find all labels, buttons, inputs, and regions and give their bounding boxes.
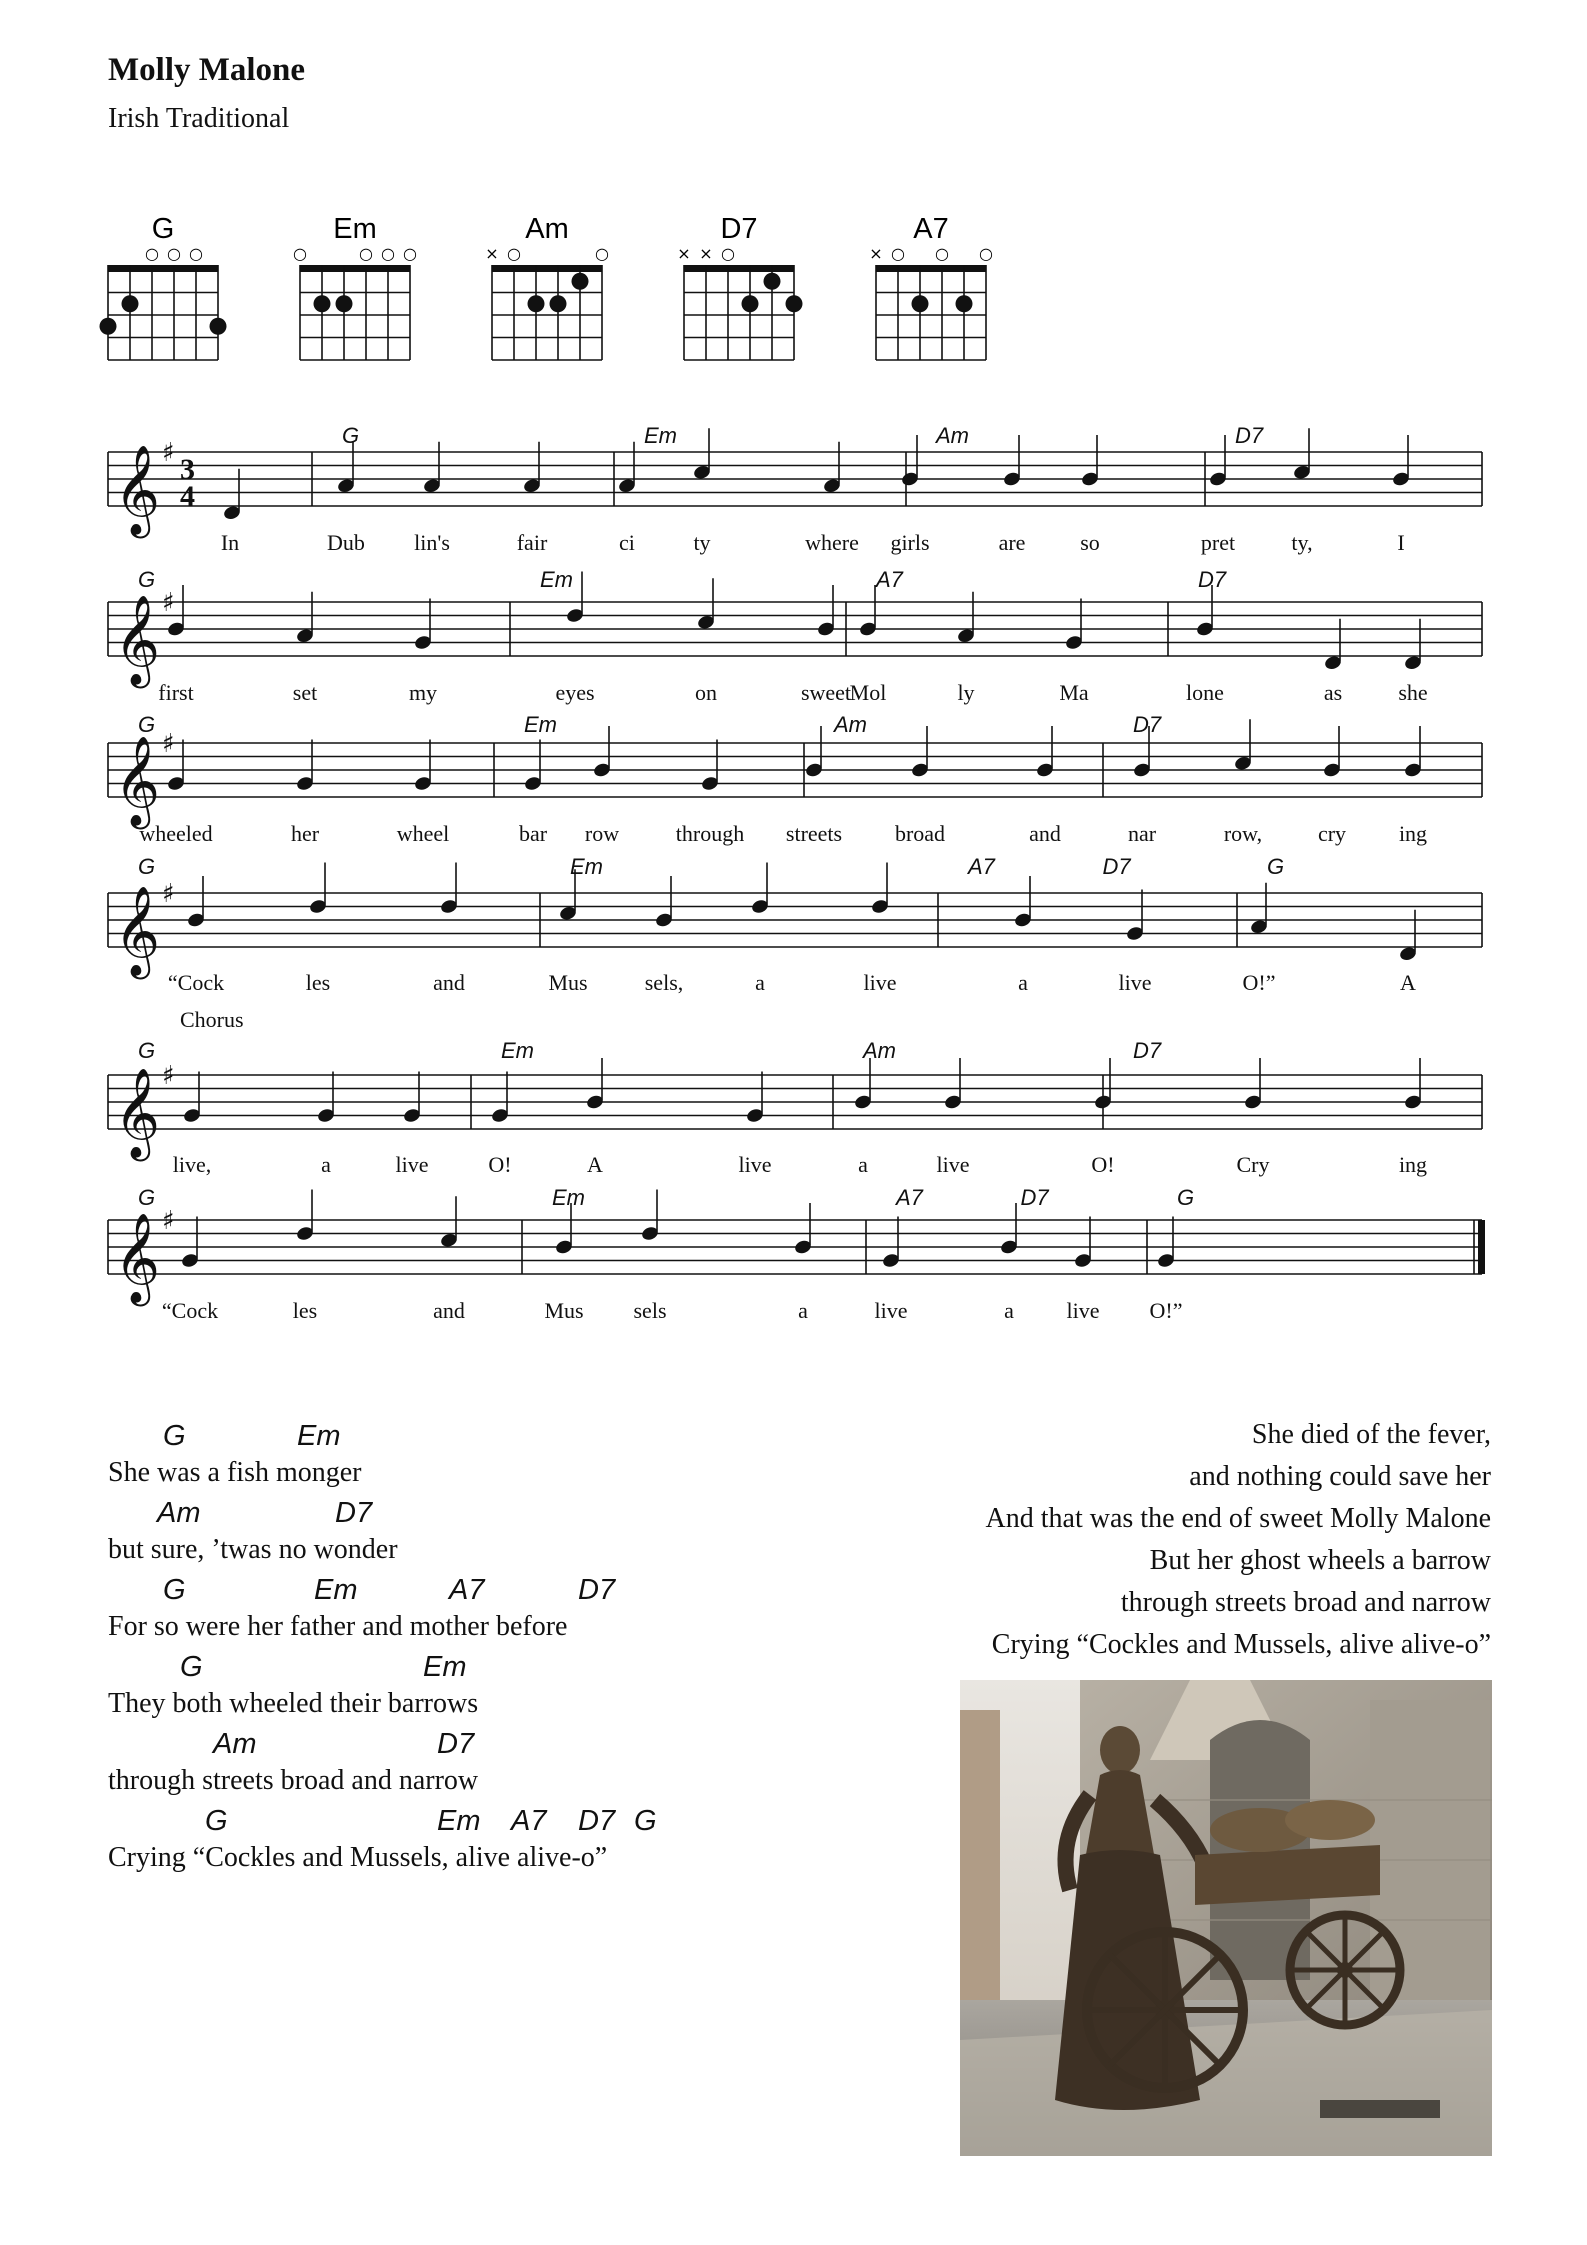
lyric-syllable: O! [488, 1152, 512, 1177]
lyric-syllable: A [587, 1152, 603, 1177]
lyric-syllable: and [1029, 821, 1061, 846]
lyric-syllable: I [1397, 530, 1405, 555]
open-string-marker: ○ [507, 244, 521, 263]
lyric-syllable: pret [1200, 530, 1236, 555]
chord-symbol-em: Em [552, 1185, 585, 1210]
lyric-syllable: ing [1398, 1152, 1428, 1177]
key-signature-sharp: ♯ [162, 438, 175, 468]
lyric-syllable: live [738, 1152, 772, 1177]
chord-symbol-em: Em [644, 423, 677, 448]
lyric-syllable: Mol [849, 680, 887, 705]
verse2-chord: G [163, 1574, 186, 1606]
lyric-syllable: live [874, 1298, 908, 1323]
verse2-chord: D7 [578, 1574, 616, 1606]
lyric-syllable: A [1400, 970, 1416, 995]
final-barline-thick [1478, 1220, 1485, 1274]
treble-clef: 𝄞 [114, 1213, 161, 1303]
lyric-syllable: set [292, 680, 318, 705]
lyric-syllable: O!” [1242, 970, 1276, 995]
lyric-syllable: through [675, 821, 745, 846]
lyric-syllable: where [805, 530, 859, 555]
lyric-syllable: eyes [555, 680, 595, 705]
treble-clef: 𝄞 [114, 445, 161, 535]
chord-symbol-am: Am [863, 1038, 896, 1063]
lyric-syllable: and [433, 970, 465, 995]
treble-clef: 𝄞 [114, 886, 161, 976]
lyric-syllable: Ma [1059, 680, 1089, 705]
lyric-syllable: and [433, 1298, 465, 1323]
verse3-line-1: She died of the fever, [1251, 1419, 1491, 1450]
chord-symbol-d7: D7 [1102, 854, 1131, 879]
verse2-chord: G [634, 1805, 657, 1837]
verse2-line-2: but sure, ’twas no wonder [108, 1534, 398, 1565]
lyric-syllable: streets [785, 821, 843, 846]
lyric-syllable: nar [1127, 821, 1157, 846]
lyric-syllable: Mus [548, 970, 588, 995]
chord-symbol-a7: A7 [896, 1185, 923, 1210]
open-string-marker: ○ [293, 244, 307, 263]
open-string-marker: ○ [935, 244, 949, 263]
lyric-syllable: on [695, 680, 717, 705]
open-string-marker: ○ [167, 244, 181, 263]
open-string-marker: ○ [403, 244, 417, 263]
verse2-line-6: Crying “Cockles and Mussels, alive alive-o” [108, 1842, 608, 1873]
verse2-chord: D7 [335, 1497, 373, 1529]
treble-clef: 𝄞 [114, 736, 161, 826]
verse2-chord: A7 [511, 1805, 547, 1837]
verse2-line-4: They both wheeled their barrows [108, 1688, 479, 1719]
verse2-line-1: She was a fish monger [108, 1457, 362, 1488]
lyric-syllable: a [321, 1152, 331, 1177]
verse2-chord: Am [213, 1728, 257, 1760]
key-signature-sharp: ♯ [162, 1206, 175, 1236]
lyric-syllable: a [1018, 970, 1028, 995]
lyric-syllable: a [755, 970, 765, 995]
lyric-syllable: live [863, 970, 897, 995]
verse2-chord: Em [423, 1651, 467, 1683]
muted-string-marker: × [699, 244, 713, 263]
lyric-syllable: O! [1091, 1152, 1115, 1177]
lyric-syllable: Mus [544, 1298, 584, 1323]
verse2-chord: Em [437, 1805, 481, 1837]
chord-symbol-d7: D7 [1133, 712, 1162, 737]
verse2-line-5: through streets broad and narrow [108, 1765, 479, 1796]
lyric-syllable: In [220, 530, 240, 555]
chord-symbol-a7: A7 [968, 854, 995, 879]
lyric-syllable: “Cock [161, 1298, 219, 1323]
molly-malone-statue-photo [960, 1680, 1492, 2156]
lyric-syllable: sweet [800, 680, 852, 705]
treble-clef: 𝄞 [114, 595, 161, 685]
lyric-syllable: ci [619, 530, 635, 555]
lyric-syllable: girls [890, 530, 930, 555]
chord-symbol-em: Em [501, 1038, 534, 1063]
lyric-syllable: so [1080, 530, 1100, 555]
verse2-chord: Em [314, 1574, 358, 1606]
muted-string-marker: × [677, 244, 691, 263]
chord-symbol-em: Em [570, 854, 603, 879]
open-string-marker: ○ [359, 244, 373, 263]
chord-diagram-name: Em [333, 213, 377, 245]
lyric-syllable: a [858, 1152, 868, 1177]
song-title: Molly Malone [108, 52, 306, 88]
time-signature-top: 3 [180, 453, 195, 486]
chord-symbol-g: G [138, 1185, 156, 1210]
key-signature-sharp: ♯ [162, 879, 175, 909]
open-string-marker: ○ [381, 244, 395, 263]
verse3-line-3: And that was the end of sweet Molly Malone [985, 1503, 1491, 1534]
lyric-syllable: les [305, 970, 331, 995]
lyric-syllable: wheeled [139, 821, 213, 846]
chord-symbol-d7: D7 [1133, 1038, 1162, 1063]
chord-diagram-name: Am [525, 213, 569, 245]
lyric-syllable: live [936, 1152, 970, 1177]
chord-symbol-em: Em [524, 712, 557, 737]
lyric-syllable: row, [1223, 821, 1263, 846]
lyric-syllable: live [1118, 970, 1152, 995]
chord-diagram-name: G [151, 213, 175, 245]
verse2-chord: Am [157, 1497, 201, 1529]
chord-symbol-d7: D7 [1020, 1185, 1049, 1210]
muted-string-marker: × [485, 244, 499, 263]
chorus-label: Chorus [180, 1007, 244, 1032]
chord-diagram-name: A7 [913, 213, 949, 245]
chord-symbol-g: G [342, 423, 360, 448]
lyric-syllable: live [1066, 1298, 1100, 1323]
lyric-syllable: first [158, 680, 194, 705]
verse2-chord: G [163, 1420, 186, 1452]
open-string-marker: ○ [979, 244, 993, 263]
key-signature-sharp: ♯ [162, 588, 175, 618]
open-string-marker: ○ [891, 244, 905, 263]
verse2-chord: A7 [449, 1574, 485, 1606]
verse2-chord: D7 [437, 1728, 475, 1760]
lyric-syllable: fair [516, 530, 548, 555]
verse2-chord: D7 [578, 1805, 616, 1837]
chord-symbol-d7: D7 [1198, 567, 1227, 592]
verse2-chord: G [180, 1651, 203, 1683]
chord-symbol-g: G [138, 1038, 156, 1063]
lyric-syllable: she [1398, 680, 1428, 705]
open-string-marker: ○ [595, 244, 609, 263]
chord-diagram-name: D7 [720, 213, 758, 245]
chord-symbol-d7: D7 [1235, 423, 1264, 448]
lyric-syllable: les [292, 1298, 318, 1323]
verse2-line-3: For so were her father and mother before [108, 1611, 568, 1642]
lyric-syllable: ty [693, 530, 711, 555]
verse2-chord: G [205, 1805, 228, 1837]
open-string-marker: ○ [145, 244, 159, 263]
lyric-syllable: as [1323, 680, 1343, 705]
lyric-syllable: Dub [327, 530, 365, 555]
lyric-syllable: sels [633, 1298, 667, 1323]
chord-symbol-g: G [138, 712, 156, 737]
lyric-syllable: bar [518, 821, 548, 846]
chord-symbol-am: Am [834, 712, 867, 737]
muted-string-marker: × [869, 244, 883, 263]
lyric-syllable: O!” [1149, 1298, 1183, 1323]
lyric-syllable: are [998, 530, 1026, 555]
lyric-syllable: ty, [1291, 530, 1313, 555]
chord-symbol-em: Em [540, 567, 573, 592]
lyric-syllable: live, [172, 1152, 212, 1177]
lyric-syllable: broad [894, 821, 946, 846]
lyric-syllable: cry [1317, 821, 1347, 846]
chord-symbol-g: G [138, 854, 156, 879]
lyric-syllable: ing [1398, 821, 1428, 846]
verse3-line-4: But her ghost wheels a barrow [1149, 1545, 1491, 1576]
song-subtitle: Irish Traditional [108, 103, 290, 134]
verse3-line-2: and nothing could save her [1189, 1461, 1491, 1492]
verse3-line-5: through streets broad and narrow [1120, 1587, 1491, 1618]
key-signature-sharp: ♯ [162, 1061, 175, 1091]
lyric-syllable: wheel [396, 821, 450, 846]
chord-symbol-a7: A7 [876, 567, 903, 592]
chord-symbol-am: Am [936, 423, 969, 448]
lyric-syllable: lone [1186, 680, 1224, 705]
lyric-syllable: “Cock [167, 970, 225, 995]
lyric-syllable: my [408, 680, 438, 705]
lyric-syllable: Cry [1236, 1152, 1270, 1177]
verse3-line-6: Crying “Cockles and Mussels, alive alive-o” [991, 1629, 1491, 1660]
lyric-syllable: sels, [644, 970, 684, 995]
key-signature-sharp: ♯ [162, 729, 175, 759]
treble-clef: 𝄞 [114, 1068, 161, 1158]
lyric-syllable: lin's [414, 530, 450, 555]
lyric-syllable: ly [957, 680, 975, 705]
chord-symbol-g: G [138, 567, 156, 592]
chord-symbol-g: G [1177, 1185, 1195, 1210]
lyric-syllable: a [1004, 1298, 1014, 1323]
lyric-syllable: her [290, 821, 320, 846]
chord-symbol-g: G [1267, 854, 1285, 879]
lyric-syllable: row [584, 821, 620, 846]
verse2-chord: Em [297, 1420, 341, 1452]
open-string-marker: ○ [721, 244, 735, 263]
lyric-syllable: live [395, 1152, 429, 1177]
lyric-syllable: a [798, 1298, 808, 1323]
time-signature-bottom: 4 [180, 480, 195, 513]
open-string-marker: ○ [189, 244, 203, 263]
